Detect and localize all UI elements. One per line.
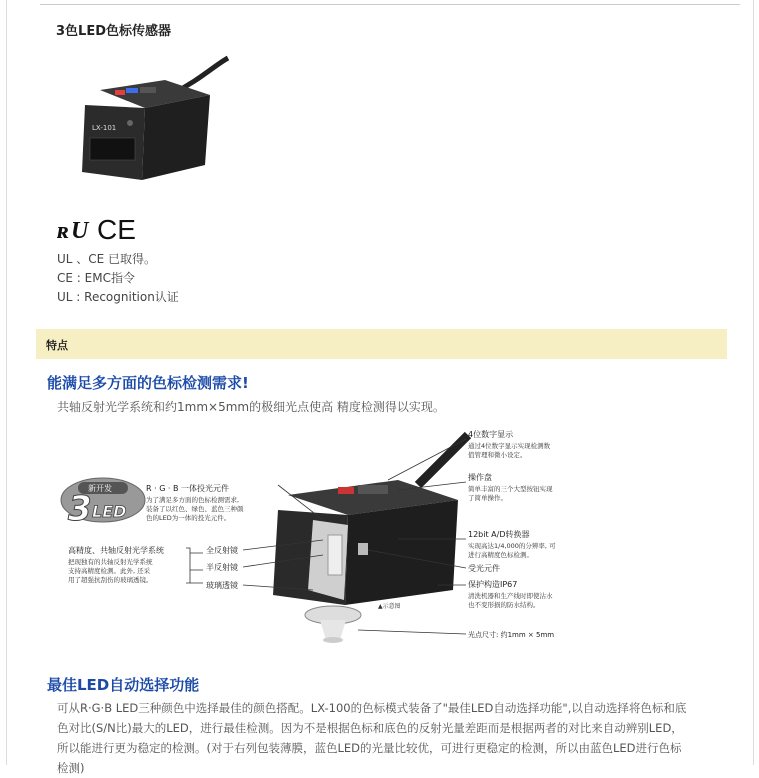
ip-title: 保护构造IP67 bbox=[468, 580, 518, 589]
section-header-features bbox=[36, 329, 727, 359]
display-title: 4位数字显示 bbox=[468, 430, 514, 439]
diagram-note: ▲示意图 bbox=[378, 603, 401, 610]
svg-text:LED: LED bbox=[92, 502, 127, 521]
svg-text:CE: CE bbox=[97, 214, 136, 244]
svg-text:也不变形损的防水结构。: 也不变形损的防水结构。 bbox=[468, 601, 540, 609]
feature2-text: 可从R·G·B LED三种颜色中选择最佳的颜色搭配。LX-100的色标模式装备了"最佳LED自动选择功能",以自动选择将色标和底 色对比(S/N比)最大的LED，进行最佳检测。因为不是根据色标和底色的反射光量差距而是根据两者的对比来自动辨别LED， 所以能进行更为稳定的检测。(对于右列包装薄膜，蓝色LED的光量比较优，可进行更稳定的检测，所以由蓝色LED进行色标 检测) bbox=[57, 701, 687, 775]
device-label: LX-101 bbox=[92, 124, 117, 132]
section-label: 特点 bbox=[46, 339, 68, 352]
feature1-heading: 能满足多方面的色标检测需求! bbox=[47, 374, 249, 392]
cert-line-3: UL : Recognition认证 bbox=[57, 290, 179, 304]
svg-text:用了超强抗刮伤的玻璃透镜。: 用了超强抗刮伤的玻璃透镜。 bbox=[68, 576, 153, 584]
coax-title: 高精度、共轴反射光学系统 bbox=[68, 546, 164, 555]
adc-title: 12bit A/D转换器 bbox=[468, 530, 530, 539]
sensor-diagram bbox=[58, 425, 598, 660]
cert-line-1: UL 、CE 已取得。 bbox=[57, 252, 157, 266]
spot-size: 光点尺寸: 约1mm × 5mm bbox=[468, 631, 555, 639]
svg-text:半反射镜: 半反射镜 bbox=[206, 563, 238, 572]
cert-line-2: CE : EMC指令 bbox=[57, 271, 135, 285]
svg-text:了简单操作。: 了简单操作。 bbox=[468, 494, 507, 502]
svg-text:装备了以红色、绿色、蓝色三种颜: 装备了以红色、绿色、蓝色三种颜 bbox=[146, 505, 244, 513]
svg-text:清洗机器和生产线时即使沾水: 清洗机器和生产线时即使沾水 bbox=[468, 592, 553, 600]
svg-text:色的LED为一体的投光元件。: 色的LED为一体的投光元件。 bbox=[146, 514, 231, 522]
svg-text:U: U bbox=[71, 218, 89, 244]
svg-text:3: 3 bbox=[68, 489, 92, 529]
certification-logos bbox=[57, 212, 147, 244]
svg-text:通过4位数字显示实现检测数: 通过4位数字显示实现检测数 bbox=[468, 442, 551, 450]
svg-text:值管理和微小设定。: 值管理和微小设定。 bbox=[468, 451, 527, 459]
svg-text:全反射镜: 全反射镜 bbox=[206, 546, 238, 555]
receiver-label: 受光元件 bbox=[468, 564, 500, 573]
svg-text:玻璃透镜: 玻璃透镜 bbox=[206, 581, 238, 590]
svg-text:ʀ: ʀ bbox=[57, 218, 69, 244]
top-tab-strip bbox=[40, 0, 740, 5]
svg-text:把现独有的共轴反射光学系统: 把现独有的共轴反射光学系统 bbox=[68, 558, 153, 566]
svg-text:进行高精度色标检测。: 进行高精度色标检测。 bbox=[468, 551, 533, 559]
svg-text:简单丰富的三个大型按钮实现: 简单丰富的三个大型按钮实现 bbox=[468, 485, 553, 493]
product-title: 3色LED色标传感器 bbox=[56, 24, 172, 39]
rgb-title: R · G · B 一体投光元件 bbox=[146, 484, 230, 493]
svg-text:为了满足多方面的色标检测需求,: 为了满足多方面的色标检测需求, bbox=[146, 496, 240, 504]
product-image bbox=[70, 50, 230, 200]
svg-text:支持高精度检测。此外, 还采: 支持高精度检测。此外, 还采 bbox=[68, 567, 151, 575]
3led-badge bbox=[61, 478, 145, 529]
panel-title: 操作盘 bbox=[468, 473, 492, 482]
svg-text:新开发: 新开发 bbox=[88, 484, 112, 493]
feature2-heading: 最佳LED自动选择功能 bbox=[47, 676, 200, 694]
svg-text:实现高达1/4,000的分辨率, 可: 实现高达1/4,000的分辨率, 可 bbox=[468, 542, 556, 550]
feature1-text: 共轴反射光学系统和约1mm×5mm的极细光点使高 精度检测得以实现。 bbox=[57, 400, 445, 414]
